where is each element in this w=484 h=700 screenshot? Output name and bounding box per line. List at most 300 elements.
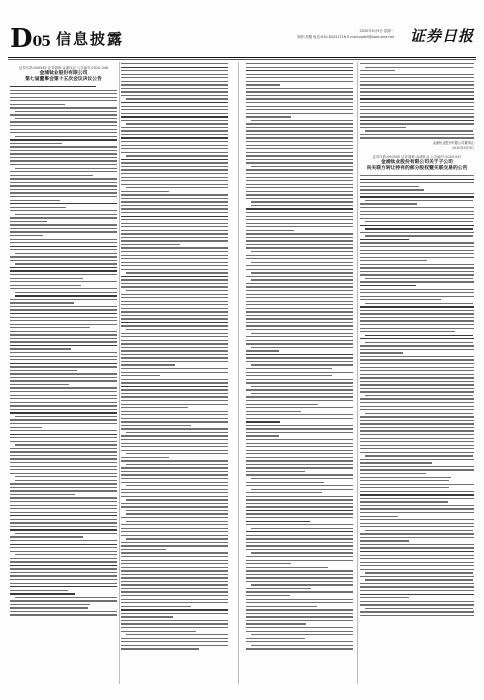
text-line [15, 476, 117, 477]
text-line [360, 508, 474, 509]
text-line [246, 648, 353, 649]
text-line [246, 315, 353, 316]
text-line [360, 182, 474, 183]
text-line [251, 552, 353, 553]
text-line [360, 74, 474, 75]
text-line [246, 467, 353, 468]
text-line [121, 247, 228, 248]
text-line [121, 223, 228, 224]
text-line [121, 450, 228, 451]
text-line [360, 615, 474, 616]
text-line [121, 574, 228, 575]
text-line [251, 645, 353, 646]
text-line [121, 233, 228, 234]
text-line [121, 286, 228, 287]
text-line [246, 336, 353, 337]
text-line [246, 212, 353, 213]
text-line [126, 521, 228, 522]
text-line [121, 645, 228, 646]
text-line [360, 123, 474, 124]
code-line: 证券代码:000545 证券简称:金浦钛业 公告编号:2020-047 [372, 155, 462, 160]
text-line [10, 93, 117, 94]
masthead-rule [8, 57, 476, 58]
text-line [360, 547, 474, 548]
text-line [246, 439, 353, 440]
text-line [10, 341, 117, 342]
text-line [121, 130, 228, 131]
text-line [121, 623, 228, 624]
text-line [10, 221, 47, 222]
text-line [246, 159, 353, 160]
text-line [10, 487, 117, 488]
text-line [121, 482, 228, 483]
text-line [360, 113, 474, 114]
text-line [246, 602, 353, 603]
text-line [246, 70, 353, 71]
text-line [121, 528, 228, 529]
text-line [126, 453, 228, 454]
text-line [10, 494, 75, 495]
text-line [360, 320, 474, 321]
text-line [360, 106, 474, 107]
text-line [10, 551, 117, 552]
text-line [246, 95, 353, 96]
text-line [121, 294, 228, 295]
text-line [246, 63, 353, 64]
text-line [246, 556, 353, 557]
text-line [360, 260, 427, 261]
text-line [360, 459, 474, 460]
text-line [360, 512, 474, 513]
text-line [126, 432, 228, 433]
text-line [246, 194, 353, 195]
text-line [10, 469, 117, 470]
text-line [121, 74, 228, 75]
text-line [121, 109, 228, 110]
text-line [10, 583, 117, 584]
text-line [10, 104, 65, 105]
text-line [121, 478, 228, 479]
text-line [246, 577, 353, 578]
text-line [360, 296, 474, 297]
text-line [360, 523, 474, 524]
text-line [126, 187, 228, 188]
text-line [121, 318, 228, 319]
text-line [246, 538, 353, 539]
text-line [121, 460, 228, 461]
text-line [246, 404, 318, 405]
text-line [360, 448, 474, 449]
text-line [121, 297, 228, 298]
text-line [246, 233, 353, 234]
text-line [360, 477, 451, 478]
text-line [121, 556, 228, 557]
column-divider [119, 62, 120, 684]
text-line [365, 530, 473, 531]
text-line [121, 386, 228, 387]
text-line [10, 100, 117, 101]
text-line [360, 98, 474, 99]
text-line [360, 352, 403, 353]
text-line [121, 205, 228, 206]
code-line: 证券代码:000545 证券简称:金浦钛业 公告编号:2020-046 [18, 66, 109, 70]
text-line [10, 522, 117, 523]
text-line [360, 377, 474, 378]
text-line [360, 391, 474, 392]
text-line [360, 597, 409, 598]
text-line [246, 283, 353, 284]
text-line [246, 471, 305, 472]
text-line [121, 276, 228, 277]
text-line [121, 308, 228, 309]
text-line [121, 471, 228, 472]
text-line [121, 237, 228, 238]
text-line [10, 405, 117, 406]
column-divider [238, 62, 239, 684]
text-line [121, 620, 228, 621]
text-line [121, 357, 228, 358]
text-line [246, 113, 353, 114]
text-line [246, 343, 353, 344]
text-line [360, 239, 409, 240]
text-line [360, 189, 424, 190]
text-line [246, 130, 353, 131]
text-line [15, 444, 117, 445]
text-line [10, 575, 117, 576]
text-line [121, 340, 228, 341]
text-line [10, 231, 117, 232]
text-line [10, 427, 42, 428]
text-line [121, 400, 228, 401]
text-line [121, 439, 228, 440]
text-line [15, 263, 117, 264]
text-line [10, 207, 66, 208]
text-line [10, 544, 117, 545]
text-line [126, 510, 228, 511]
text-line [10, 451, 117, 452]
body-text [360, 63, 474, 139]
text-line [365, 228, 473, 229]
text-line [121, 389, 228, 390]
text-line [360, 264, 474, 265]
text-line [246, 276, 353, 277]
text-line [10, 270, 117, 271]
text-line [360, 328, 474, 329]
text-line [246, 496, 353, 497]
text-line [121, 127, 228, 128]
text-line [10, 356, 117, 357]
text-line [360, 84, 474, 85]
text-line [246, 265, 353, 266]
text-line [10, 210, 117, 211]
text-line [10, 309, 117, 310]
text-line [121, 496, 228, 497]
text-line [10, 409, 117, 410]
text-line [121, 599, 228, 600]
text-line [121, 169, 228, 170]
text-line [360, 127, 406, 128]
text-line [10, 547, 117, 548]
text-line [121, 549, 166, 550]
text-line [10, 373, 117, 374]
text-line [121, 613, 228, 614]
text-line [121, 584, 228, 585]
text-line [360, 116, 474, 117]
text-line [360, 289, 474, 290]
text-line [365, 303, 473, 304]
section-title: 信息披露 [56, 30, 125, 48]
text-line [246, 407, 353, 408]
text-line [121, 208, 228, 209]
announcement-title: 第七届董事会第十五次会议决议公告 [25, 77, 102, 82]
text-line [121, 631, 196, 632]
text-line [360, 611, 474, 612]
text-line [15, 480, 117, 481]
text-line [360, 250, 474, 251]
text-line [251, 584, 353, 585]
text-line [246, 591, 353, 592]
text-line [10, 391, 117, 392]
text-line [365, 395, 473, 396]
text-line [10, 568, 117, 569]
text-line [10, 256, 117, 257]
text-line [246, 535, 353, 536]
text-line [10, 387, 117, 388]
text-line [246, 91, 353, 92]
text-line [121, 524, 228, 525]
text-line [246, 308, 353, 309]
text-line [121, 375, 160, 376]
text-line [10, 224, 117, 225]
text-line [10, 352, 117, 353]
text-line [360, 246, 474, 247]
text-line [360, 537, 474, 538]
text-line [246, 616, 353, 617]
text-line [121, 201, 228, 202]
text-line [10, 182, 117, 183]
text-line [360, 583, 474, 584]
text-line [246, 223, 353, 224]
text-line [10, 579, 117, 580]
text-line [251, 166, 353, 167]
text-line [121, 198, 228, 199]
text-line [251, 347, 353, 348]
text-line [10, 604, 90, 605]
text-line [10, 600, 117, 601]
body-text [246, 63, 353, 650]
text-line [246, 375, 332, 376]
text-line [246, 435, 279, 436]
text-line [360, 102, 474, 103]
text-line [121, 255, 228, 256]
text-line [246, 255, 353, 256]
text-line [360, 281, 474, 282]
text-line [121, 489, 228, 490]
text-line [246, 485, 353, 486]
text-line [360, 420, 474, 421]
text-line [10, 458, 117, 459]
text-line [121, 606, 191, 607]
text-line [10, 114, 117, 115]
text-line [121, 301, 228, 302]
text-line [10, 423, 117, 424]
text-line [360, 416, 474, 417]
text-line [10, 348, 71, 349]
text-line [10, 395, 117, 396]
text-line [246, 517, 353, 518]
text-line [246, 574, 353, 575]
text-line [360, 70, 395, 71]
text-line [246, 198, 353, 199]
text-line [246, 620, 353, 621]
text-line [126, 123, 228, 124]
text-line [126, 329, 228, 330]
text-line [246, 84, 280, 85]
text-line [121, 84, 228, 85]
text-line [246, 357, 353, 358]
text-line [126, 634, 228, 635]
text-line [246, 613, 353, 614]
text-line [10, 607, 88, 608]
text-line [360, 555, 474, 556]
text-line [121, 262, 228, 263]
text-line [121, 581, 228, 582]
text-line [121, 474, 228, 475]
text-line [365, 335, 473, 336]
text-line [360, 232, 474, 233]
text-line [121, 418, 228, 419]
text-line [10, 363, 117, 364]
text-line [121, 315, 228, 316]
text-line [126, 464, 228, 465]
text-line [10, 185, 117, 186]
text-line [365, 608, 473, 609]
text-line [360, 324, 474, 325]
text-line [10, 462, 117, 463]
text-line [246, 191, 353, 192]
text-line [251, 262, 353, 263]
text-line [121, 145, 228, 146]
text-line [360, 590, 474, 591]
text-line [360, 462, 432, 463]
date-line: 2020年5月9日 星期一 [359, 29, 394, 33]
text-line [365, 200, 473, 201]
text-line [121, 194, 228, 195]
text-line [121, 372, 228, 373]
text-line [246, 219, 353, 220]
text-line [360, 501, 448, 502]
text-line [246, 301, 353, 302]
text-line [360, 63, 474, 64]
masthead-meta [297, 28, 394, 40]
text-line [360, 445, 474, 446]
newspaper-logo: 证券日报 [409, 27, 474, 45]
text-line [121, 552, 228, 553]
text-line [10, 448, 117, 449]
body-text [360, 175, 474, 616]
text-line [10, 132, 117, 133]
text-line [360, 601, 474, 602]
text-line [10, 178, 117, 179]
text-line [246, 521, 310, 522]
text-line [360, 225, 474, 226]
text-line [246, 311, 353, 312]
text-line [360, 218, 474, 219]
text-line [10, 121, 117, 122]
text-line [251, 489, 353, 490]
text-line [10, 519, 117, 520]
text-line [121, 577, 228, 578]
text-line [121, 177, 228, 178]
text-line [121, 457, 169, 458]
text-line [10, 558, 117, 559]
text-line [121, 648, 199, 649]
text-line [121, 219, 228, 220]
text-line [360, 137, 474, 138]
text-line [10, 189, 117, 190]
text-line [365, 67, 473, 68]
text-line [360, 271, 474, 272]
text-line [246, 322, 353, 323]
text-line [246, 531, 353, 532]
text-line [360, 338, 474, 339]
text-line [246, 606, 317, 607]
text-line [10, 536, 83, 537]
text-line [10, 483, 117, 484]
text-line [360, 384, 474, 385]
text-line [121, 354, 228, 355]
text-line [121, 137, 228, 138]
text-line [10, 526, 117, 527]
text-line [121, 627, 228, 628]
text-line [246, 350, 279, 351]
text-line [246, 570, 353, 571]
text-line [246, 464, 353, 465]
text-line [365, 278, 473, 279]
text-line [10, 338, 117, 339]
text-line [10, 561, 117, 562]
text-line [121, 226, 228, 227]
text-line [246, 389, 353, 390]
text-line [246, 382, 353, 383]
text-line [121, 350, 228, 351]
text-line [121, 467, 228, 468]
contact-line: 制作:苏醒 电话:010-83251716 E-mail:zqrb9@zqrb.sina.net [297, 35, 394, 39]
text-line [121, 506, 228, 507]
text-line [121, 421, 228, 422]
text-line [365, 455, 473, 456]
text-line [10, 402, 117, 403]
text-line [121, 503, 228, 504]
announcement-heading [360, 155, 474, 172]
text-line [251, 120, 353, 121]
text-line [360, 544, 474, 545]
text-line [10, 529, 117, 530]
text-line [10, 306, 117, 307]
text-line [121, 304, 228, 305]
text-line [360, 484, 474, 485]
text-line [360, 565, 474, 566]
text-line [246, 418, 353, 419]
text-line [360, 179, 474, 180]
text-line [246, 503, 353, 504]
text-line [15, 168, 117, 169]
text-line [121, 443, 228, 444]
text-line [121, 322, 228, 323]
text-line [360, 406, 474, 407]
text-line [10, 370, 77, 371]
text-line [246, 581, 353, 582]
